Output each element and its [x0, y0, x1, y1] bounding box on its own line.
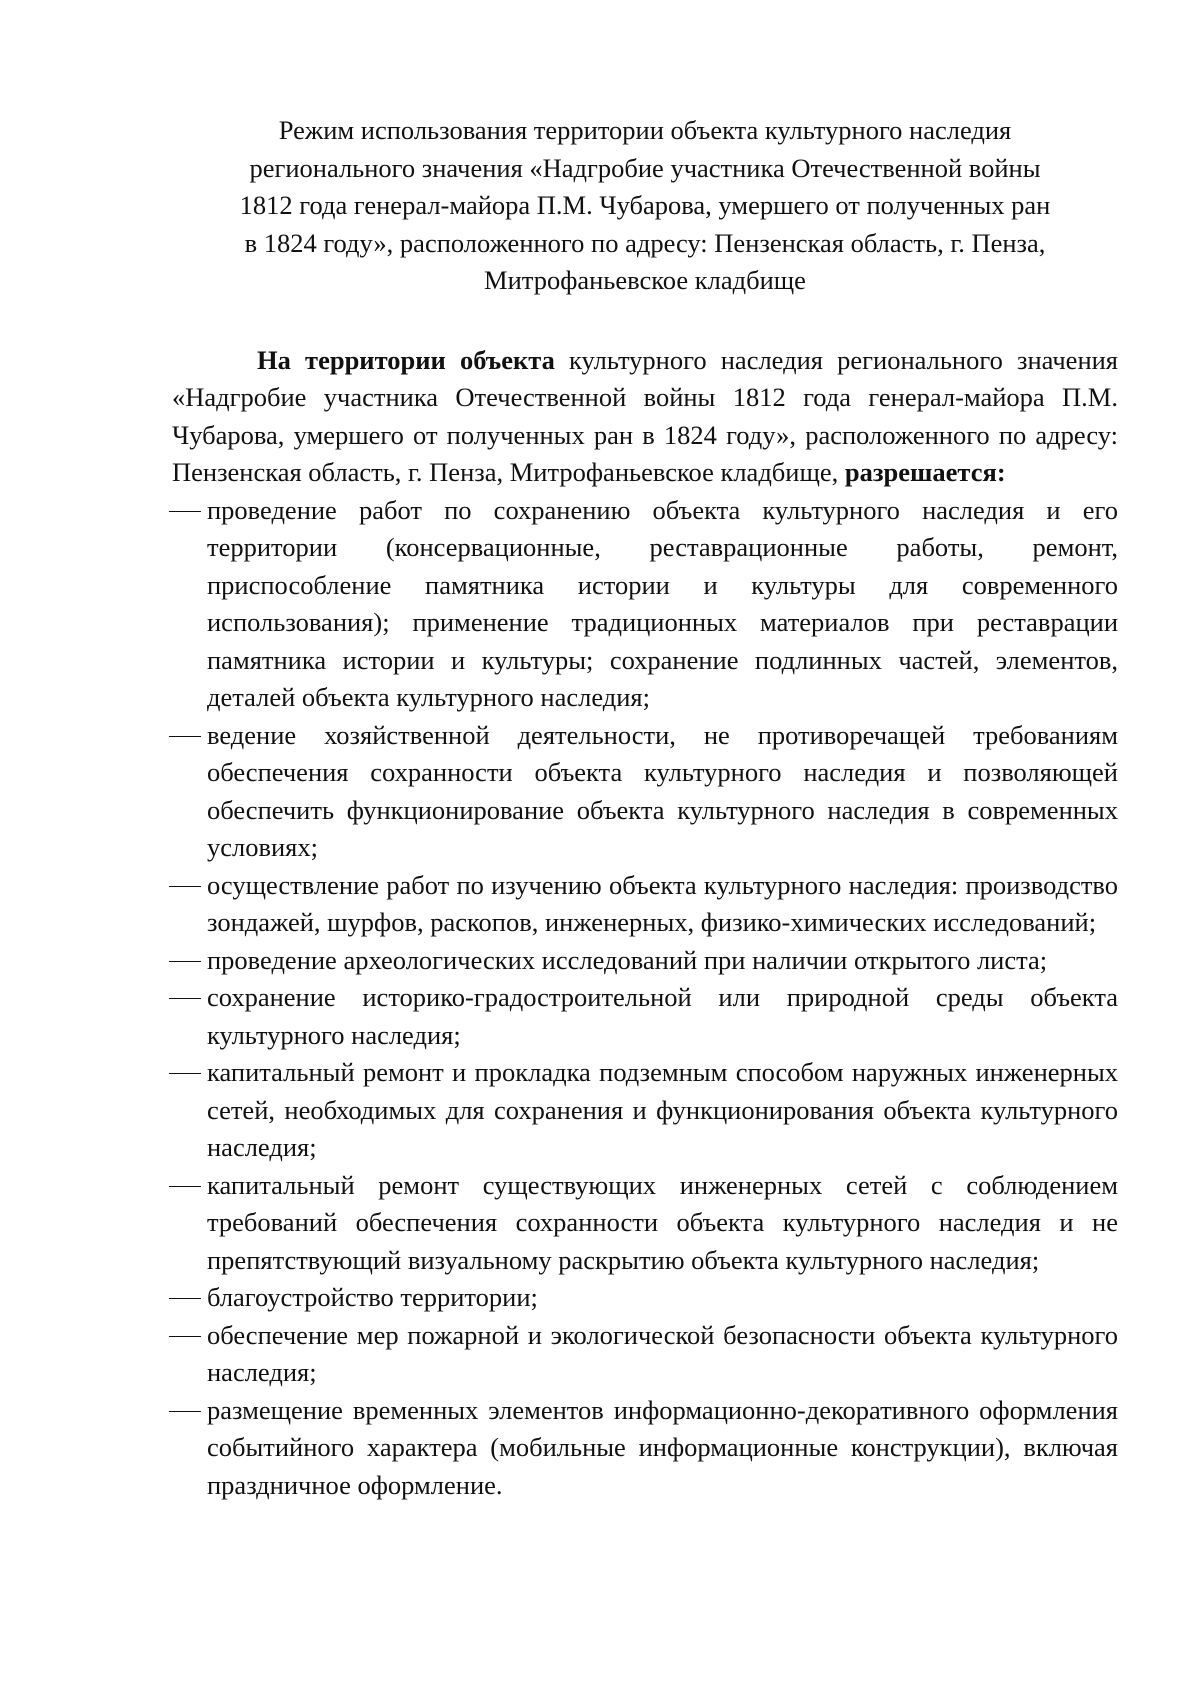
list-item-text: осуществление работ по изучению объекта культурного наследия: производство зондажей, шурфов, раскопов, инженерных, физико-химических исследований; [207, 869, 1118, 937]
title-line: Митрофаньевское кладбище [484, 265, 806, 295]
document-page [172, 112, 1118, 1504]
intro-bold-end: разрешается: [844, 457, 1006, 487]
list-item-text: капитальный ремонт существующих инженерных сетей с соблюдением требований обеспечения сохранности объекта культурного наследия и не препятствующий визуальному раскрытию объекта культурного наследия; [207, 1169, 1118, 1275]
intro-text: культурного наследия регионального значения «Надгробие участника Отечественной войны 1812 года генерал-майора П.М. Чубарова, умершего от полученных ран в 1824 году», расположенного по адресу: Пензенская область, г. Пенза, Митрофаньевское кладбище, [172, 344, 1119, 487]
list-item-text: проведение археологических исследований при наличии открытого листа; [207, 944, 1048, 975]
list-item [169, 1279, 1118, 1317]
intro-bold-start: На территории объекта [257, 344, 555, 375]
list-item [169, 1392, 1118, 1505]
list-item-text: капитальный ремонт и прокладка подземным способом наружных инженерных сетей, необходимых для сохранения и функционирования объекта культурного наследия; [207, 1057, 1118, 1162]
list-item [169, 942, 1118, 980]
list-item [169, 717, 1118, 867]
list-item [169, 979, 1118, 1054]
document-title [172, 112, 1118, 300]
permitted-list [172, 492, 1118, 1505]
title-line: регионального значения «Надгробие участника Отечественной войны [249, 152, 1041, 183]
list-item [169, 492, 1118, 717]
list-item-text: обеспечение мер пожарной и экологической безопасности объекта культурного наследия; [207, 1319, 1118, 1387]
list-item [169, 867, 1118, 942]
title-line: Режим использования территории объекта культурного наследия [278, 115, 1012, 145]
title-line: 1812 года генерал-майора П.М. Чубарова, умершего от полученных ран [239, 190, 1051, 220]
title-line: в 1824 году», расположенного по адресу: Пензенская область, г. Пенза, [244, 227, 1046, 258]
list-item-text: проведение работ по сохранению объекта культурного наследия и его территории (консервационные, реставрационные работы, ремонт, приспособление памятника истории и культуры для современного использования); применение традиционных материалов при реставрации памятника истории и культуры; сохранение подлинных частей, элементов, деталей объекта культурного наследия; [207, 494, 1118, 712]
list-item-text: сохранение историко-градостроительной или природной среды объекта культурного наследия; [207, 982, 1118, 1050]
list-item [169, 1167, 1118, 1280]
intro-paragraph [172, 342, 1118, 492]
list-item [169, 1317, 1118, 1392]
list-item-text: благоустройство территории; [207, 1282, 538, 1312]
list-item-text: размещение временных элементов информационно-декоративного оформления событийного характера (мобильные информационные конструкции), включая праздничное оформление. [207, 1394, 1118, 1500]
list-item [169, 1054, 1118, 1167]
list-item-text: ведение хозяйственной деятельности, не противоречащей требованиям обеспечения сохранности объекта культурного наследия и позволяющей обеспечить функционирование объекта культурного наследия в современных условиях; [207, 719, 1118, 862]
